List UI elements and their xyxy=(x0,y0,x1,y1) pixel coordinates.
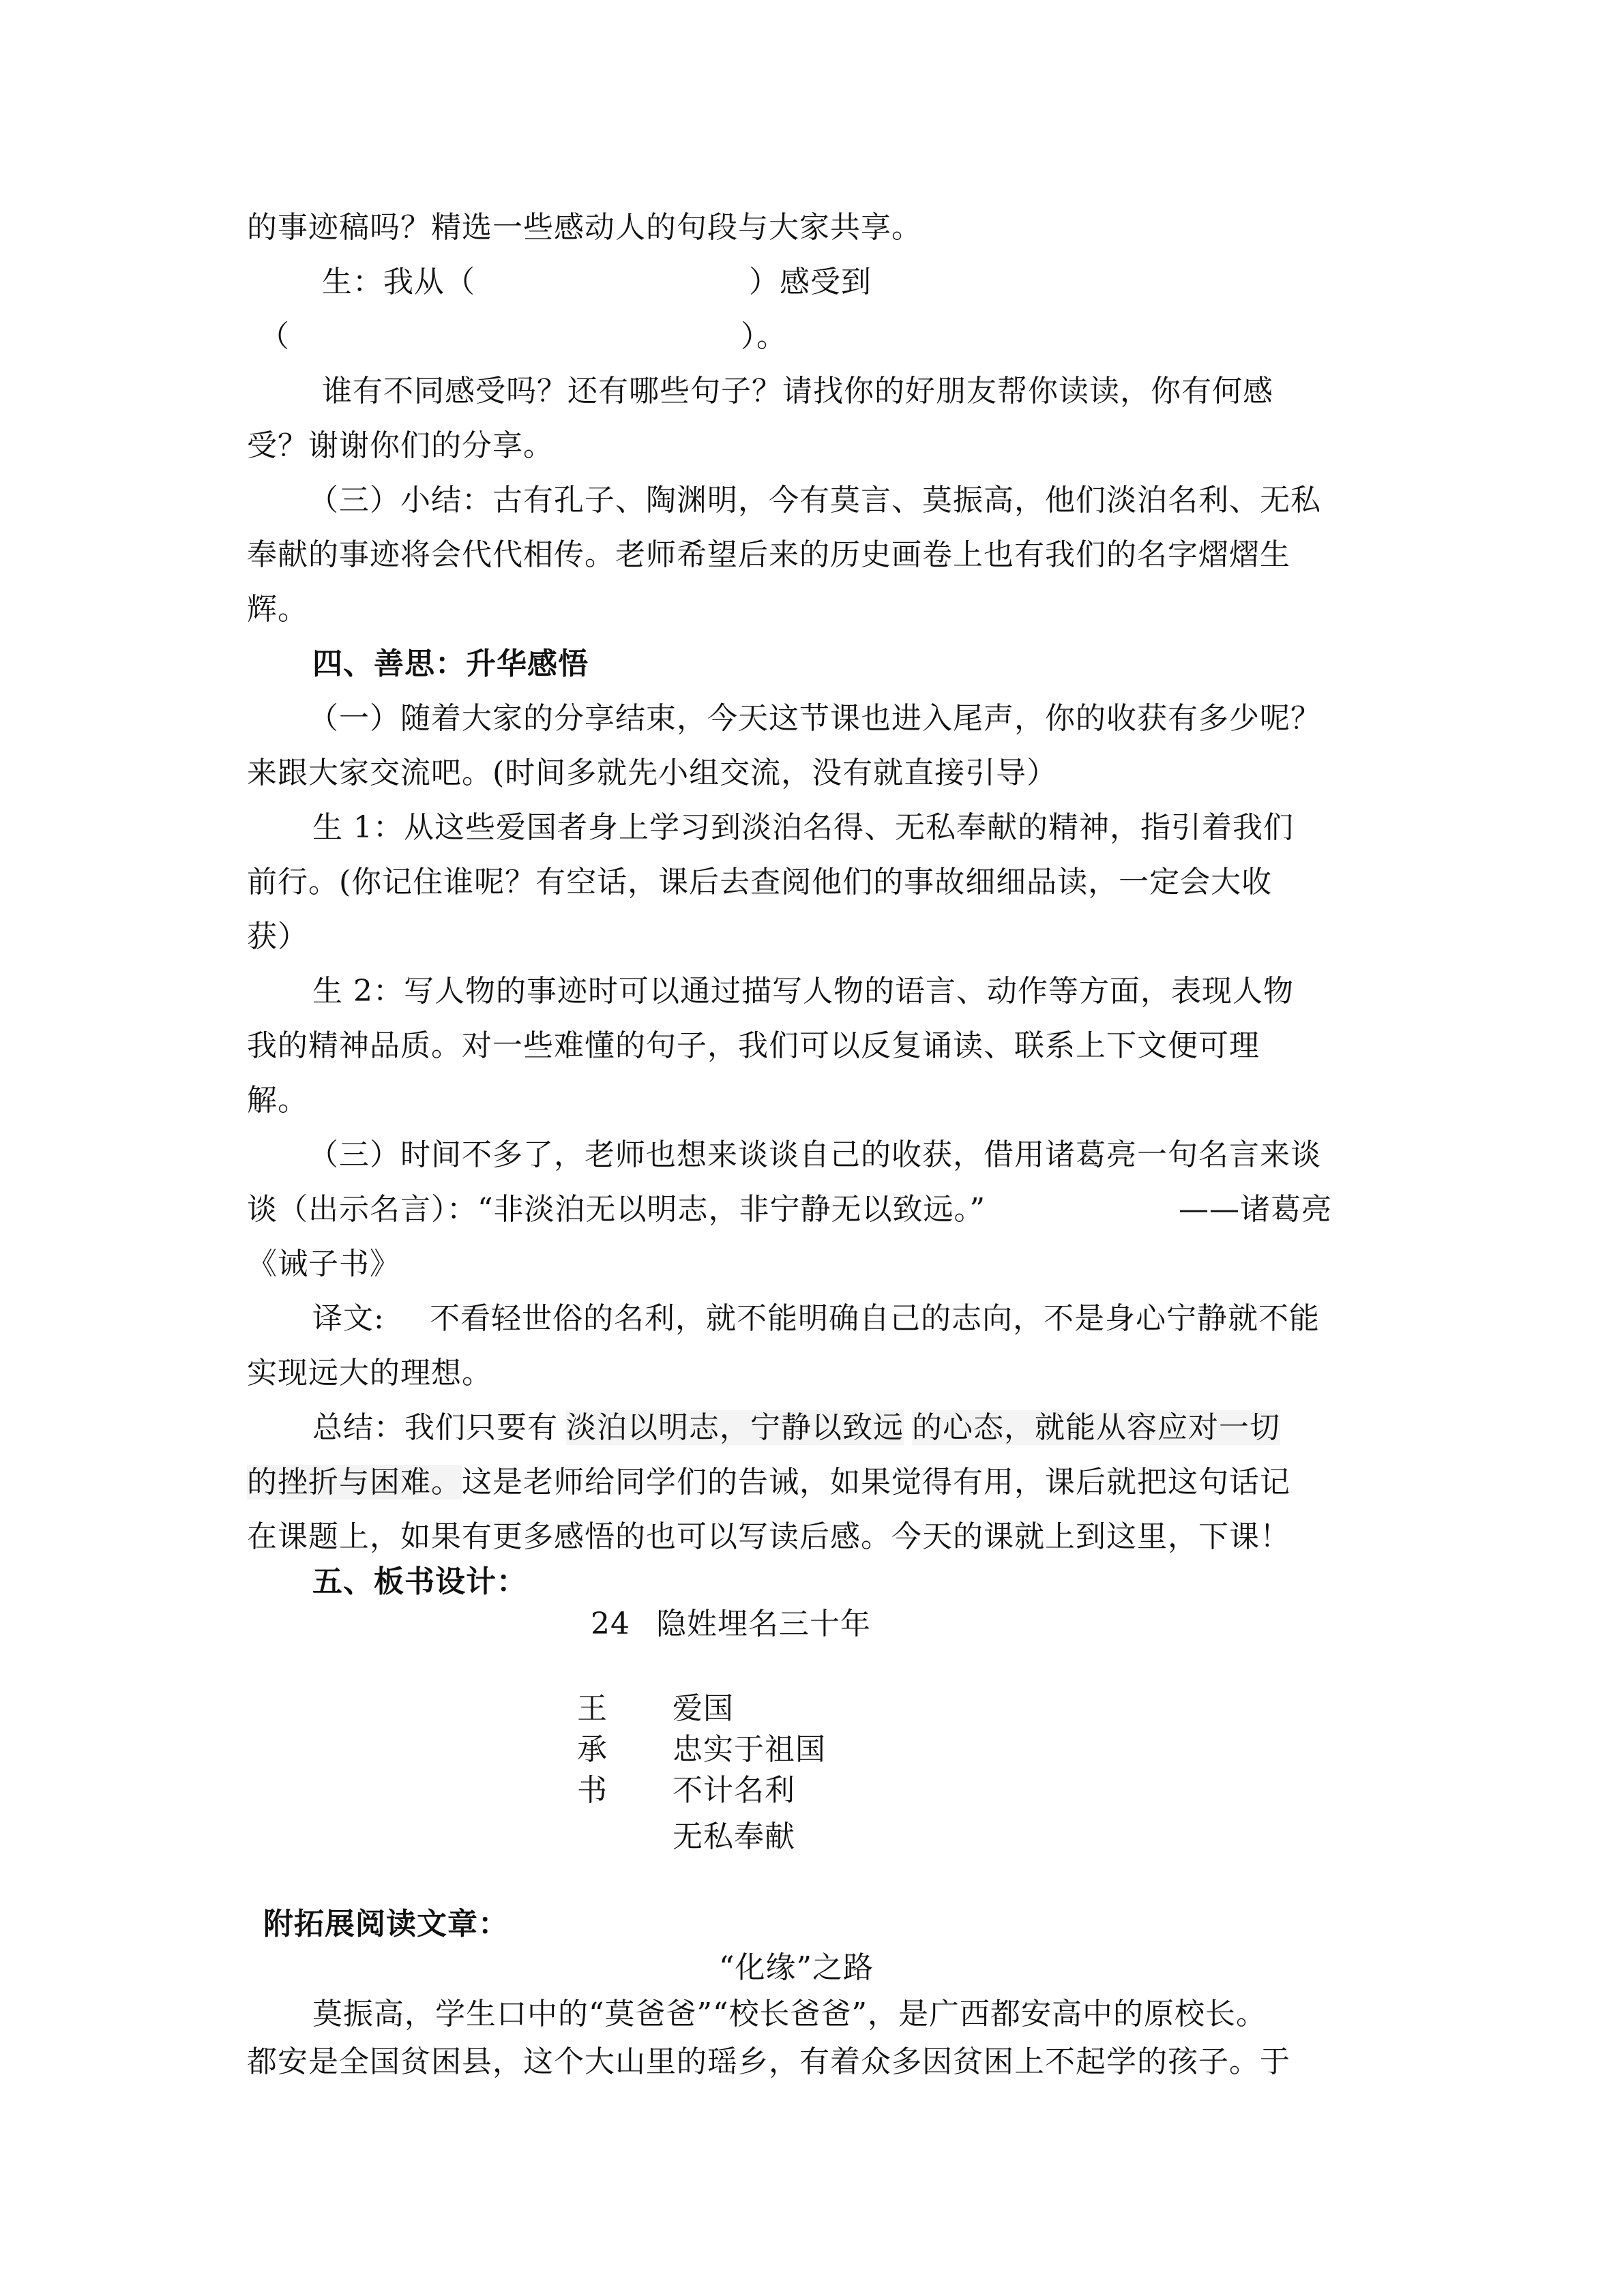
translation-text: 不看轻世俗的名利，就不能明确自己的志向，不是身心宁静就不能 xyxy=(430,1301,1320,1336)
board-quality: 爱国 xyxy=(673,1691,734,1726)
translation-text: 实现远大的理想。 xyxy=(247,1356,492,1390)
board-title-text: 隐姓埋名三十年 xyxy=(656,1607,871,1641)
quote-author: ——诸葛亮 xyxy=(1179,1192,1332,1227)
paragraph-line: 辉。 xyxy=(247,592,308,627)
fill-blank-line-start: 生：我从（ xyxy=(322,265,475,299)
paragraph-line: 生 1：从这些爱国者身上学习到淡泊名得、无私奉献的精神，指引着我们 xyxy=(312,810,1294,845)
paragraph-line: 我的精神品质。对一些难懂的句子，我们可以反复诵读、联系上下文便可理 xyxy=(247,1028,1260,1063)
summary-text: 这是老师给同学们的告诫，如果觉得有用，课后就把这句话记 xyxy=(462,1465,1290,1500)
article-paragraph: 都安是全国贫困县，这个大山里的瑶乡，有着众多因贫困上不起学的孩子。于 xyxy=(247,2044,1290,2079)
paragraph-line: 奉献的事迹将会代代相传。老师希望后来的历史画卷上也有我们的名字熠熠生 xyxy=(247,537,1290,572)
paragraph-line: 获） xyxy=(247,919,308,954)
summary-text: 总结：我们只要有 xyxy=(312,1410,558,1445)
section-heading: 四、善思：升华感悟 xyxy=(312,646,589,681)
quote-source: 《诫子书》 xyxy=(247,1247,400,1281)
appendix-heading: 附拓展阅读文章： xyxy=(263,1907,509,1941)
paragraph-line: （一）随着大家的分享结束，今天这节课也进入尾声，你的收获有多少呢？ xyxy=(308,701,1321,736)
paragraph-line: 受？谢谢你们的分享。 xyxy=(247,428,554,463)
fill-blank-open-paren: （ xyxy=(259,319,290,354)
paragraph-line: （三）小结：古有孔子、陶渊明，今有莫言、莫振高，他们淡泊名利、无私 xyxy=(308,483,1321,518)
board-title-number: 24 xyxy=(591,1607,630,1641)
board-name-char: 承 xyxy=(577,1732,608,1767)
paragraph-line: 解。 xyxy=(247,1083,308,1118)
board-quality: 不计名利 xyxy=(673,1773,795,1808)
fill-blank-line-end: ）感受到 xyxy=(749,265,872,299)
paragraph-line: 前行。(你记住谁呢？有空话，课后去查阅他们的事故细细品读，一定会大收 xyxy=(247,865,1273,899)
board-name-char: 王 xyxy=(577,1691,608,1726)
board-quality: 忠实于祖国 xyxy=(673,1732,826,1767)
quote-line: 谈（出示名言）：“非淡泊无以明志，非宁静无以致远。” xyxy=(247,1192,986,1227)
article-paragraph: 莫振高，学生口中的“莫爸爸”“校长爸爸”，是广西都安高中的原校长。 xyxy=(312,1997,1267,2031)
board-name-char: 书 xyxy=(577,1773,608,1808)
summary-line xyxy=(247,1462,1290,1503)
paragraph-line: （三）时间不多了，老师也想来谈谈自己的收获，借用诸葛亮一句名言来谈 xyxy=(308,1137,1321,1172)
fill-blank-close-paren: ）。 xyxy=(741,319,787,354)
board-quality: 无私奉献 xyxy=(673,1819,795,1854)
highlighted-text: 的挫折与困难。 xyxy=(247,1465,462,1500)
summary-line: 在课题上，如果有更多感悟的也可以写读后感。今天的课就上到这里，下课！ xyxy=(247,1519,1290,1554)
translation-label: 译文: xyxy=(312,1301,385,1336)
section-heading: 五、板书设计： xyxy=(312,1564,527,1599)
paragraph-line: 的事迹稿吗？精选一些感动人的句段与大家共享。 xyxy=(247,210,922,245)
highlighted-text: 的心态，就能从容应对一切 xyxy=(912,1410,1280,1445)
paragraph-line: 来跟大家交流吧。(时间多就先小组交流，没有就直接引导） xyxy=(247,756,1058,790)
article-title: “化缘”之路 xyxy=(719,1950,874,1985)
summary-line xyxy=(312,1407,1280,1448)
paragraph-line: 谁有不同感受吗？还有哪些句子？请找你的好朋友帮你读读，你有何感 xyxy=(322,374,1273,408)
paragraph-line: 生 2：写人物的事迹时可以通过描写人物的语言、动作等方面，表现人物 xyxy=(312,974,1294,1009)
highlighted-quote: 淡泊以明志，宁静以致远 xyxy=(566,1410,904,1445)
